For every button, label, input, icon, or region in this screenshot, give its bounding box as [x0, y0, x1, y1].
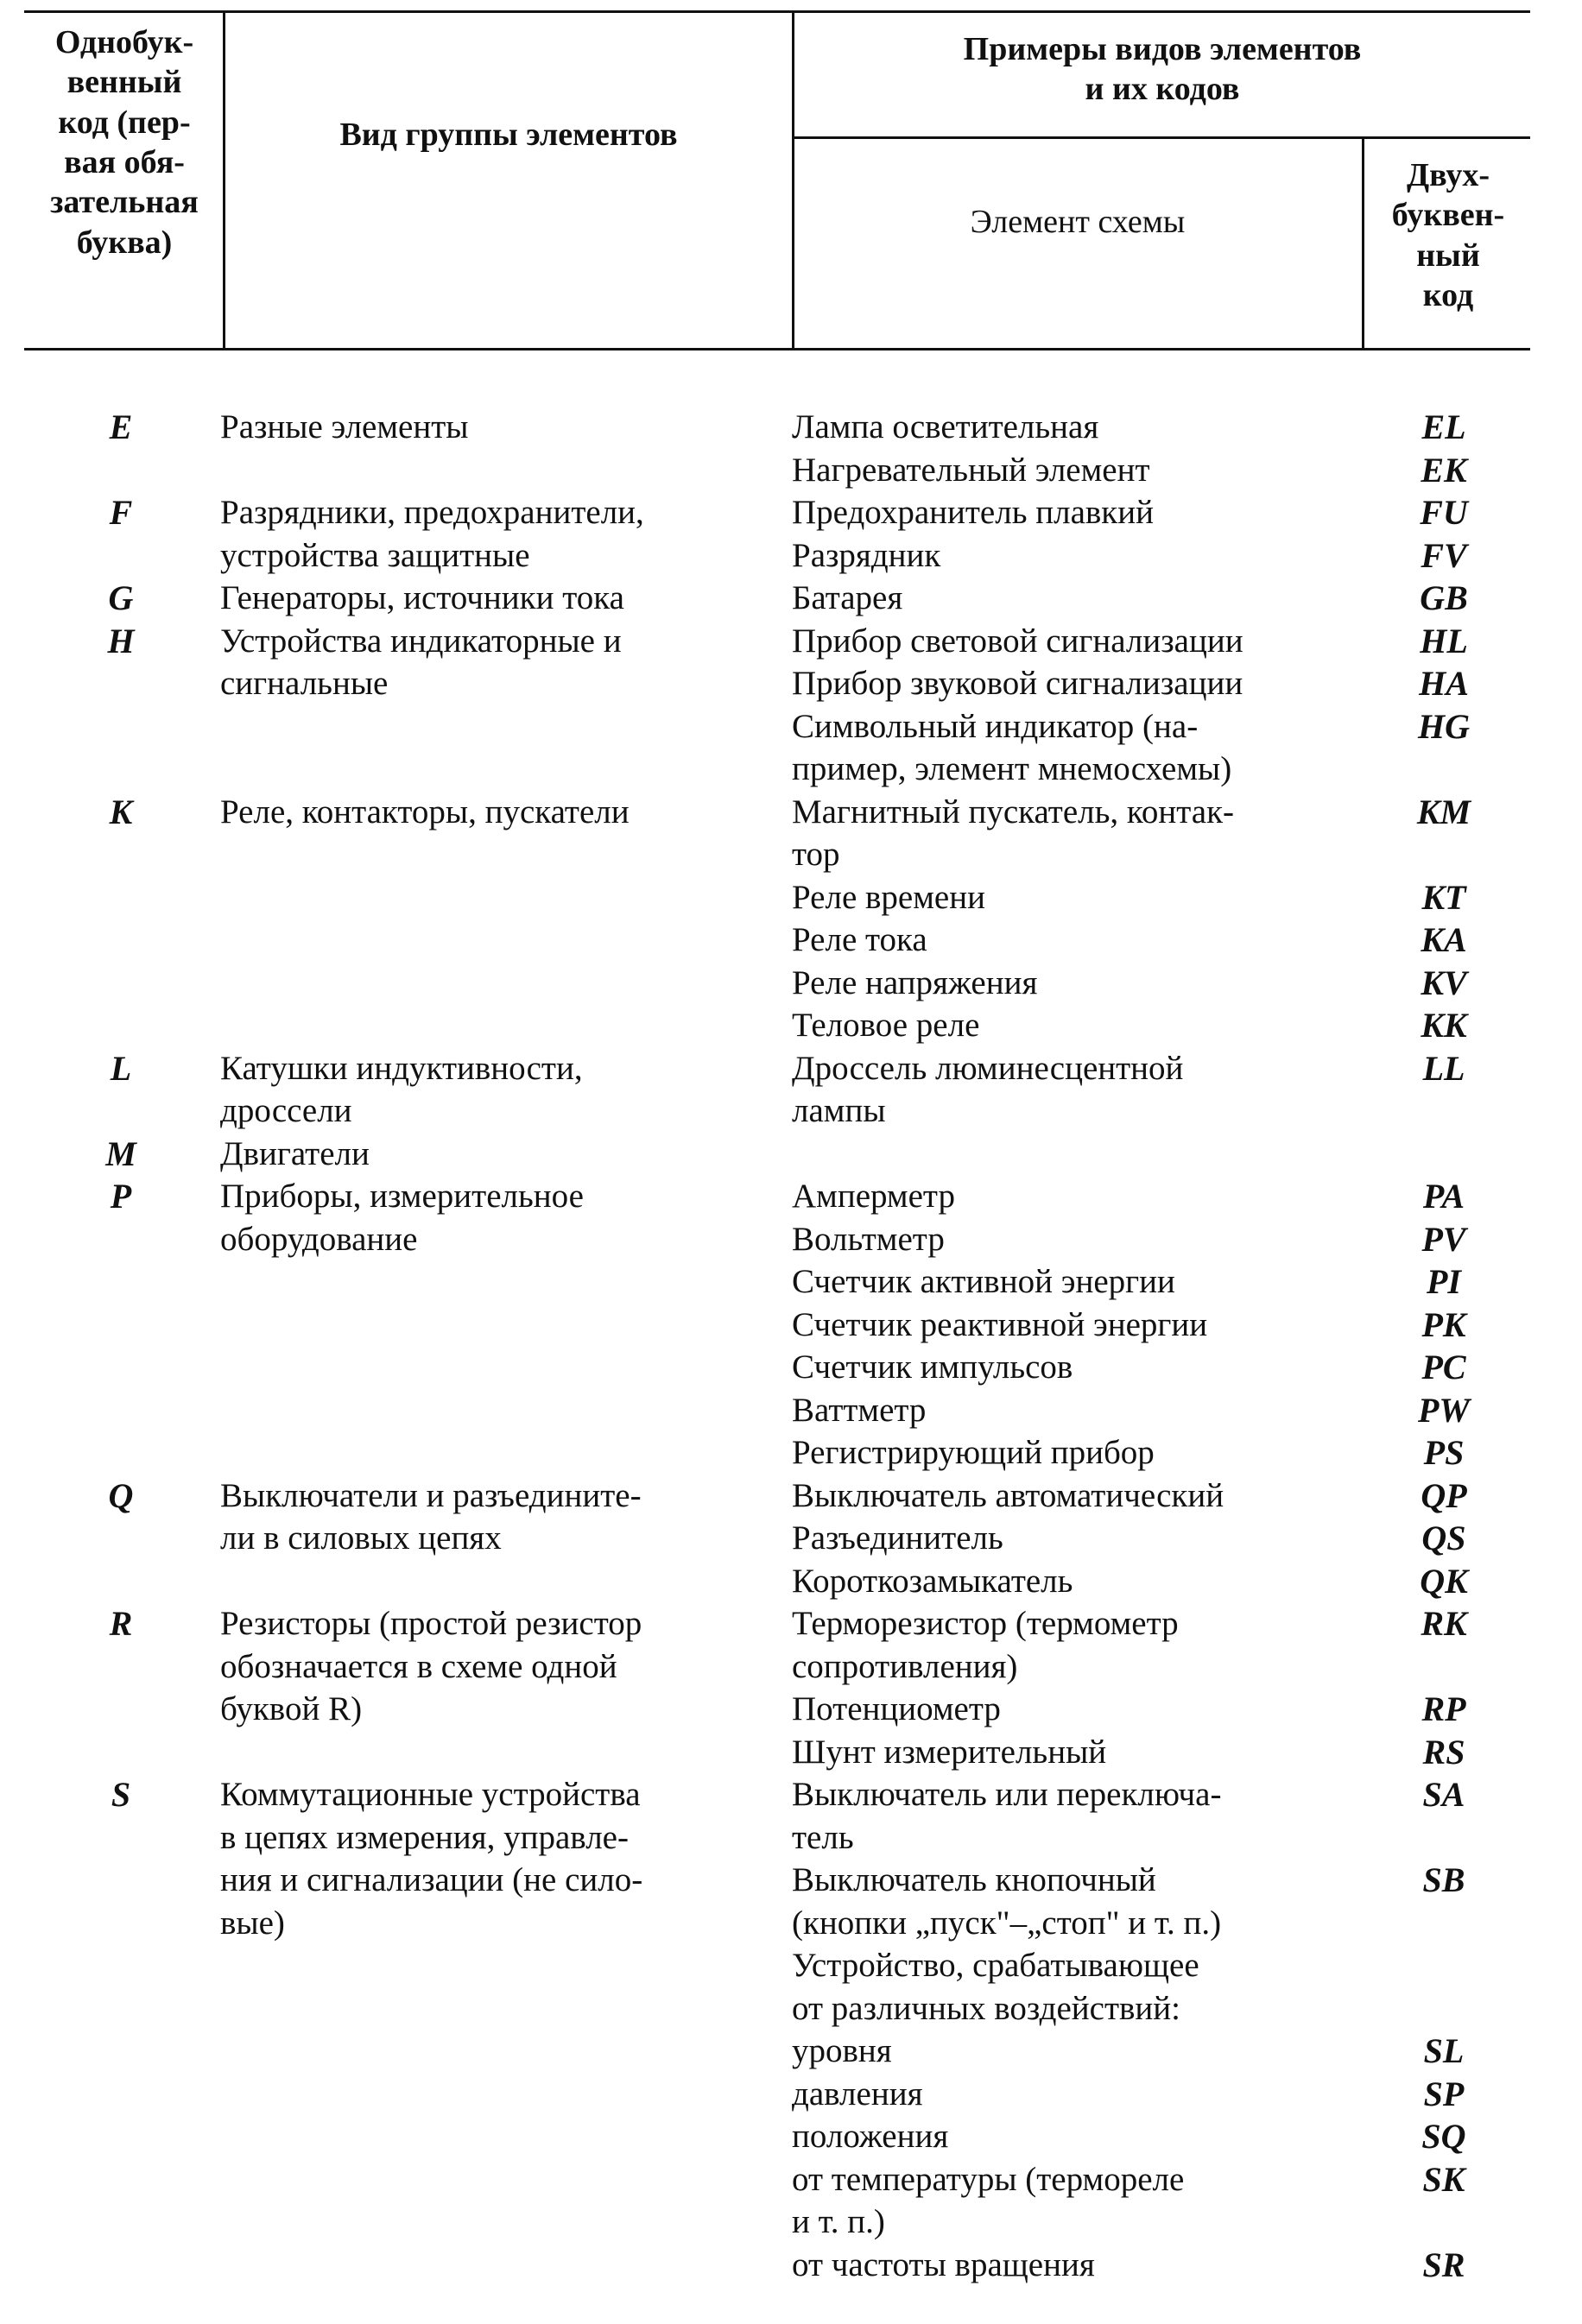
code-cell: QS [1421, 1519, 1466, 1557]
element-cell: от температуры (термореле [792, 2160, 1185, 2198]
group-cell: Разрядники, предохранители, [220, 494, 644, 531]
code-cell: HA [1419, 664, 1469, 703]
group-cell: Коммутационные устройства [220, 1776, 641, 1813]
letter-cell: R [109, 1604, 133, 1643]
group-cell: устройства защитные [220, 536, 530, 574]
group-cell: ния и сигнализации (не сило- [220, 1861, 643, 1898]
element-cell: Теловое реле [792, 1007, 980, 1044]
letter-cell: M [105, 1134, 136, 1173]
letter-cell: F [109, 493, 133, 532]
element-cell: Реле тока [792, 921, 927, 958]
group-cell: дроссели [220, 1092, 352, 1129]
code-cell: EK [1421, 450, 1467, 489]
code-cell: HG [1418, 706, 1470, 746]
element-cell: пример, элемент мнемосхемы) [792, 750, 1232, 787]
group-cell: Устройства индикаторные и [220, 622, 622, 660]
element-cell: (кнопки „пуск"–„стоп" и т. п.) [792, 1904, 1222, 1942]
code-cell: KK [1421, 1006, 1467, 1045]
group-cell: Приборы, измерительное [220, 1178, 584, 1215]
code-cell: GB [1420, 578, 1468, 617]
letter-cell: H [107, 621, 135, 660]
code-cell: PV [1421, 1219, 1466, 1259]
code-cell: PI [1427, 1262, 1461, 1301]
code-cell: KT [1421, 877, 1466, 917]
header-element: Элемент схемы [970, 204, 1186, 240]
header-divider-2 [792, 10, 794, 350]
group-cell: вые) [220, 1904, 285, 1942]
group-cell: Разные элементы [220, 408, 469, 445]
code-cell: PS [1423, 1433, 1465, 1472]
element-cell: Лампа осветительная [792, 408, 1099, 445]
group-cell: Двигатели [220, 1134, 370, 1172]
group-cell: сигнальные [220, 665, 389, 702]
element-cell: тель [792, 1818, 854, 1856]
letter-cell: K [109, 792, 133, 831]
code-cell: SA [1422, 1775, 1465, 1814]
code-cell: SK [1422, 2159, 1465, 2199]
element-cell: Реле напряжения [792, 963, 1038, 1001]
code-cell: SR [1422, 2245, 1465, 2284]
header-divider-3 [1362, 136, 1364, 350]
element-cell: лампы [792, 1092, 886, 1129]
code-cell: PK [1421, 1304, 1466, 1344]
header-group-type: Вид группы элементов [339, 117, 678, 153]
group-cell: Выключатели и разъедините- [220, 1476, 642, 1514]
element-cell: Вольтметр [792, 1220, 945, 1258]
code-cell: RK [1421, 1604, 1467, 1643]
group-cell: оборудование [220, 1220, 418, 1258]
code-cell: SP [1423, 2074, 1465, 2113]
group-cell: обозначается в схеме одной [220, 1647, 617, 1685]
element-cell: Батарея [792, 579, 903, 616]
element-cell: Устройство, срабатывающее [792, 1947, 1199, 1984]
element-cell: давления [792, 2075, 923, 2112]
element-cell: тор [792, 836, 840, 873]
element-cell: Разъединитель [792, 1519, 1003, 1557]
code-cell: LL [1422, 1048, 1465, 1088]
code-cell: PC [1421, 1348, 1466, 1386]
element-cell: Амперметр [792, 1178, 955, 1215]
group-cell: в цепях измерения, управле- [220, 1818, 629, 1856]
code-cell: KM [1416, 792, 1471, 831]
element-cell: Терморезистор (термометр [792, 1605, 1179, 1642]
group-cell: Катушки индуктивности, [220, 1049, 583, 1087]
element-cell: Регистрирующий прибор [792, 1434, 1155, 1471]
code-cell: PA [1422, 1177, 1465, 1216]
element-cell: Выключатель автоматический [792, 1476, 1224, 1514]
element-cell: и т. п.) [792, 2203, 885, 2240]
code-cell: KA [1421, 920, 1467, 959]
header-letter-code: Однобук- венный код (пер- вая обя- зательная буква) [50, 24, 199, 261]
header-two-letter-code: Двух- буквен- ный код [1391, 157, 1505, 314]
element-cell: положения [792, 2118, 949, 2155]
element-cell: Счетчик реактивной энергии [792, 1305, 1208, 1343]
element-cell: уровня [792, 2032, 892, 2069]
header-top-rule [24, 10, 1530, 13]
letter-cell: S [111, 1775, 131, 1814]
element-cell: Шунт измерительный [792, 1733, 1107, 1771]
element-cell: Предохранитель плавкий [792, 494, 1154, 531]
code-cell: HL [1420, 621, 1468, 660]
code-cell: QK [1420, 1561, 1468, 1601]
code-cell: SQ [1421, 2117, 1466, 2156]
element-cell: Счетчик активной энергии [792, 1263, 1175, 1300]
element-cell: Короткозамыкатель [792, 1562, 1073, 1600]
letter-cell: P [110, 1177, 132, 1216]
letter-cell: E [109, 407, 133, 446]
group-cell: ли в силовых цепях [220, 1519, 502, 1557]
code-cell: PW [1418, 1390, 1470, 1430]
group-cell: Реле, контакторы, пускатели [220, 793, 630, 830]
header-subrule [792, 136, 1530, 139]
element-cell: Символьный индикатор (на- [792, 707, 1199, 745]
group-cell: буквой R) [220, 1690, 363, 1727]
letter-cell: G [108, 578, 134, 617]
code-cell: KV [1421, 963, 1467, 1002]
element-cell: Выключатель или переключа- [792, 1776, 1222, 1813]
element-cell: Выключатель кнопочный [792, 1861, 1156, 1898]
element-cell: Дроссель люминесцентной [792, 1049, 1184, 1087]
element-cell: Прибор звуковой сигнализации [792, 665, 1243, 702]
group-cell: Резисторы (простой резистор [220, 1605, 642, 1642]
element-cell: Нагревательный элемент [792, 451, 1150, 489]
element-cell: Счетчик импульсов [792, 1348, 1073, 1386]
code-cell: FV [1421, 535, 1467, 575]
element-cell: Магнитный пускатель, контак- [792, 793, 1235, 830]
element-cell: Разрядник [792, 536, 941, 574]
element-cell: Реле времени [792, 878, 985, 916]
header-bottom-rule [24, 348, 1530, 350]
element-cell: сопротивления) [792, 1647, 1018, 1685]
letter-cell: L [110, 1048, 132, 1088]
code-cell: RS [1422, 1732, 1465, 1771]
header-divider-1 [223, 10, 225, 350]
code-cell: EL [1421, 407, 1466, 446]
code-cell: FU [1420, 493, 1468, 532]
code-cell: SB [1422, 1860, 1465, 1899]
element-cell: от частоты вращения [792, 2245, 1095, 2283]
element-cell: Потенциометр [792, 1690, 1001, 1727]
code-cell: RP [1421, 1689, 1466, 1728]
element-cell: Ваттметр [792, 1391, 927, 1429]
letter-cell: Q [108, 1475, 134, 1515]
code-cell: SL [1423, 2031, 1465, 2070]
group-cell: Генераторы, источники тока [220, 579, 624, 616]
header-examples: Примеры видов элементов и их кодов [963, 31, 1362, 108]
element-cell: от различных воздействий: [792, 1989, 1180, 2027]
code-cell: QP [1421, 1475, 1467, 1515]
element-cell: Прибор световой сигнализации [792, 622, 1243, 660]
